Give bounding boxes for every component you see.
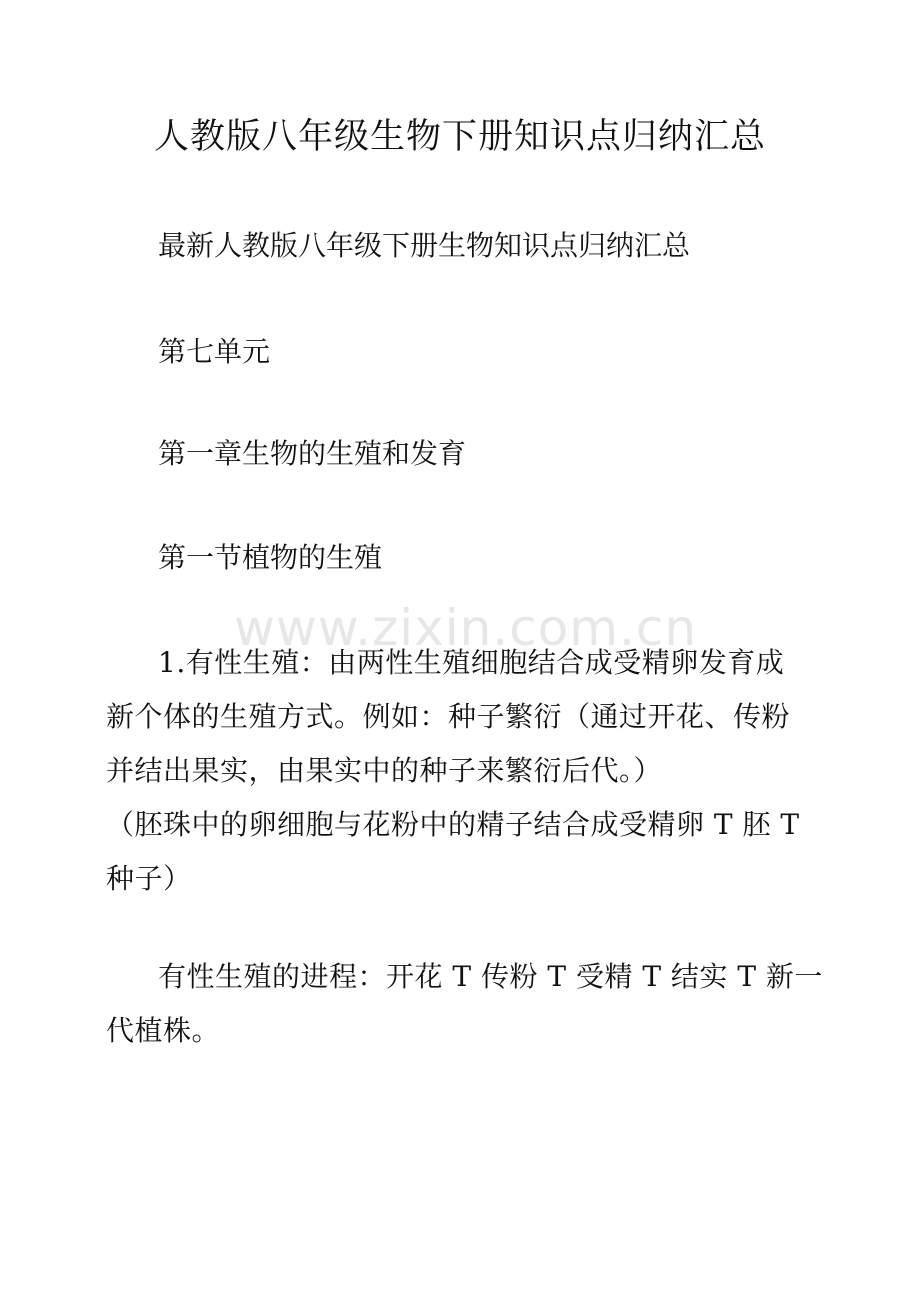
paragraph-line: 代植株。 (106, 1014, 221, 1047)
document-subtitle: 最新人教版八年级下册生物知识点归纳汇总 (158, 229, 691, 262)
paragraph-line: 1.有性生殖：由两性生殖细胞结合成受精卵发育成 (158, 646, 785, 679)
chapter-heading: 第一章生物的生殖和发育 (158, 437, 467, 470)
document-title: 人教版八年级生物下册知识点归纳汇总 (153, 117, 766, 157)
paragraph-line: 新个体的生殖方式。例如：种子繁衍（通过开花、传粉 (106, 700, 791, 733)
paragraph-line: 并结出果实，由果实中的种子来繁衍后代。） (106, 754, 663, 787)
section-heading: 第一节植物的生殖 (158, 541, 383, 574)
watermark: www.zixin.com.cn (234, 599, 698, 657)
paragraph-line: （胚珠中的卵细胞与花粉中的精子结合成受精卵 T 胚 T (106, 808, 800, 841)
paragraph-reproduction-process (106, 950, 822, 1058)
paragraph-sexual-reproduction (106, 636, 822, 906)
paragraph-line: 种子） (106, 862, 192, 895)
unit-heading: 第七单元 (158, 335, 271, 368)
paragraph-line: 有性生殖的进程：开花 T 传粉 T 受精 T 结实 T 新一 (158, 960, 823, 993)
